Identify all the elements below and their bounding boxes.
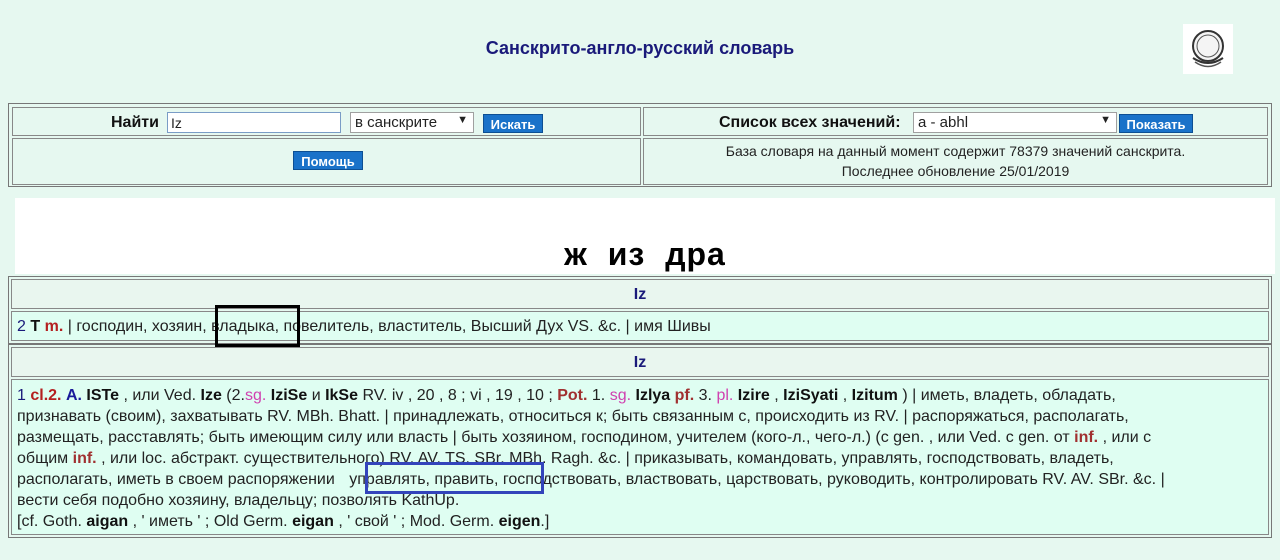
text: 3. [698,387,712,404]
entry-headword: Iz [11,279,1269,309]
cognate: eigan [292,513,334,530]
text: 1. [591,387,606,404]
entry-body [11,311,1269,341]
cognate: eigen [498,513,541,530]
chevron-down-icon: ▼ [1100,114,1111,126]
entry-headword: Iz [11,347,1269,377]
text: [cf. Goth. [17,513,82,530]
gram-tag: sg. [609,387,632,404]
banner [15,198,1275,274]
globe-logo-icon [1183,24,1233,74]
sense-number: 2 [17,318,26,335]
gram-tag: sg. [244,387,267,404]
entry-line [17,448,1263,469]
gram-tag: m. [44,318,64,335]
text: , или Ved. [123,387,197,404]
meanings-text: | господин, хозяин, [67,318,207,335]
help-button[interactable]: Помощь [293,151,363,170]
text: RV. iv , 20 , 8 ; vi , 19 , 10 ; [362,387,553,404]
gram-tag: pl. [716,387,734,404]
meanings-text: повелитель, властитель, Высший Дух VS. &c. | имя Шивы [283,318,711,335]
text: , или с [1102,429,1152,446]
text: , или loc. абстракт. существительного) RV. AV. TS. SBr. MBh. Ragh. &c. | приказывать, командовать, управлять, господствовать, владеть, [101,450,1114,467]
language-select[interactable] [350,112,474,133]
entry-line [17,385,1263,406]
entry-line: вести себя подобно хозяину, владельцу; позволять KathUp. [17,492,460,509]
text: , ' иметь ' ; Old Germ. [132,513,288,530]
text: , ' свой ' ; Mod. Germ. [338,513,495,530]
form: Ize [200,387,222,404]
last-update-text: Последнее обновление 25/01/2019 [841,163,1070,179]
gram-tag: cl.2. [30,387,62,404]
entry-body [11,379,1269,535]
stem: T [30,318,41,335]
entry-table [8,344,1272,538]
text: общим [17,450,69,467]
gram-tag: Pot. [557,387,588,404]
form: IziSe [270,387,308,404]
entry-line [17,469,1263,490]
text: господствовать, властвовать, царствовать, руководить, контролировать RV. AV. SBr. &c. | [502,471,1165,488]
page-title: Санскрито-англо-русский словарь [485,38,795,58]
gram-tag: inf. [72,450,97,467]
form: IziSyati [783,387,839,404]
logo[interactable] [1183,24,1233,74]
index-label: Список всех значений: [719,114,901,131]
search-input[interactable]: Iz [167,112,341,133]
entry-line [17,427,1263,448]
form: Izitum [851,387,898,404]
search-button[interactable]: Искать [483,114,543,133]
text: ) | иметь, владеть, обладать, [902,387,1116,404]
cognate: aigan [86,513,129,530]
gram-tag: A. [65,387,82,404]
form: IkSe [325,387,358,404]
info-cell [643,138,1268,185]
range-select[interactable] [913,112,1117,133]
search-panel [8,103,1272,187]
gram-tag: inf. [1074,429,1099,446]
text: размещать, расставлять; быть имеющим силу или власть | быть хозяином, господином, учителем (кого-л., чего-л.) (с gen. , или Ved. с gen. от [17,429,1070,446]
gram-tag: pf. [674,387,695,404]
language-select-value: в санскрите [355,114,438,131]
show-button[interactable]: Показать [1119,114,1193,133]
form: Izlya [635,387,671,404]
help-cell [12,138,641,185]
text: .] [540,513,550,530]
chevron-down-icon: ▼ [457,114,468,126]
dictionary-count-text: База словаря на данный момент содержит 78379 значений санскрита. [725,143,1186,159]
banner-text: ж из дра [564,236,726,272]
search-cell [12,107,641,136]
text: располагать, иметь в своем распоряжении [17,471,335,488]
text: и [311,387,321,404]
entry-line: признавать (своим), захватывать RV. MBh. Bhatt. | принадлежать, относиться к; быть связанным с, происходить из RV. | распоряжаться, располагать, [17,408,1129,425]
index-cell [643,107,1268,136]
sense-number: 1 [17,387,26,404]
range-select-value: a - abhl [918,114,969,131]
form: ISTe [86,387,120,404]
meaning-highlighted: владыка, [211,318,280,335]
meaning-highlighted: управлять, править, [349,471,499,488]
text: (2. [226,387,245,404]
form: Izire [737,387,770,404]
find-label: Найти [111,114,159,131]
text: , [842,387,848,404]
entry-table [8,276,1272,344]
text: , [774,387,779,404]
etymology-line [17,511,1263,532]
